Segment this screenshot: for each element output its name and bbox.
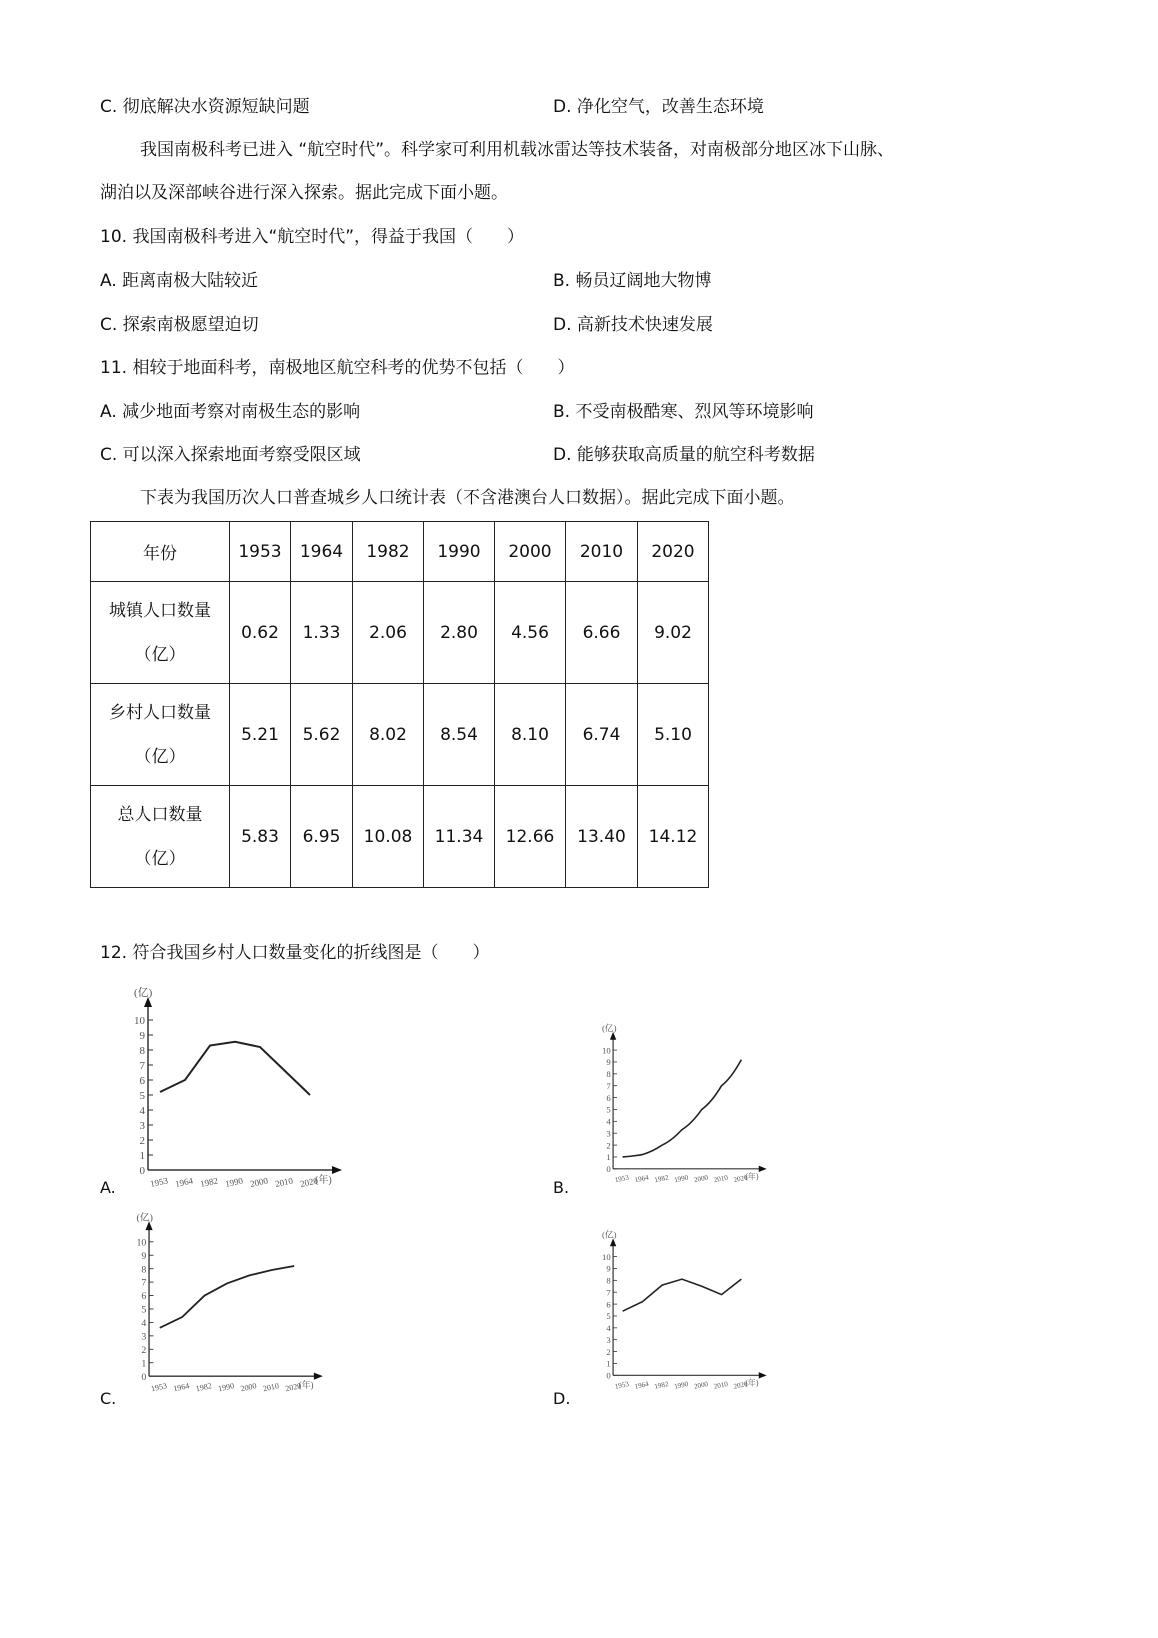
table-cell: 5.83 [230,786,291,888]
y-unit-label: (亿) [136,1212,153,1224]
table-cell: 11.34 [424,786,495,888]
option-c-chart [115,1207,330,1402]
y-tick-label: 5 [139,1090,145,1102]
table-cell: 4.56 [495,582,566,684]
passage2: 下表为我国历次人口普查城乡人口统计表（不含港澳台人口数据）。据此完成下面小题。 [140,488,795,508]
y-unit-label: (亿) [602,1023,617,1034]
y-tick-label: 10 [602,1045,611,1056]
table-row [91,582,709,684]
q9-option-c: C. 彻底解决水资源短缺问题 [100,97,310,117]
q10-option-d: D. 高新技术快速发展 [553,315,713,335]
table-cell: 5.21 [230,684,291,786]
header-cell: 年份 [91,522,230,582]
y-tick-label: 9 [606,1057,611,1068]
y-tick-label: 0 [606,1164,611,1174]
x-tick-label: 2000 [693,1173,709,1185]
option-d-label[interactable]: D. [553,1389,571,1408]
table-cell: 0.62 [230,582,291,684]
passage1-line2: 湖泊以及深部峡谷进行深入探索。据此完成下面小题。 [100,183,508,203]
table-cell: 2.80 [424,582,495,684]
x-tick-label: 1964 [633,1379,650,1391]
passage1-line1: 我国南极科考已进入 “航空时代”。科学家可利用机载冰雷达等技术装备，对南极部分地区冰下山脉、 [140,140,895,160]
option-a-chart [110,985,350,1195]
y-tick-label: 2 [606,1140,611,1151]
rural-population-line [160,1266,294,1328]
x-tick-label: 2020 [732,1173,749,1185]
y-tick-label: 8 [606,1069,611,1079]
y-tick-label: 4 [141,1318,147,1329]
x-tick-label: 1953 [150,1381,168,1394]
table-header-row [91,522,709,582]
table-cell: 6.74 [566,684,638,786]
table-cell: 8.10 [495,684,566,786]
table-cell: 9.02 [638,582,709,684]
x-tick-label: 1982 [199,1175,219,1189]
y-tick-label: 6 [139,1075,145,1087]
x-tick-label: 2000 [249,1175,269,1189]
x-tick-label: 1990 [673,1379,690,1391]
y-tick-label: 8 [141,1264,147,1276]
x-tick-label: 1982 [653,1173,670,1185]
table-cell: 12.66 [495,786,566,888]
q11-stem: 11. 相较于地面科考，南极地区航空科考的优势不包括（ ） [100,358,575,378]
x-axis-arrow-icon [759,1372,767,1378]
option-b-label[interactable]: B. [553,1178,570,1197]
table-cell: 8.54 [424,684,495,786]
q11-option-d: D. 能够获取高质量的航空科考数据 [553,445,815,465]
x-unit-label: (年) [745,1378,759,1388]
q10-option-b: B. 畅员辽阔地大物博 [553,271,712,291]
table-row [91,684,709,786]
table-cell: 14.12 [638,786,709,888]
x-tick-label: 1990 [224,1175,244,1189]
x-tick-label: 1964 [633,1173,650,1185]
q10-option-a: A. 距离南极大陆较近 [100,271,259,291]
q11-option-a: A. 减少地面考察对南极生态的影响 [100,402,361,422]
y-tick-label: 2 [141,1344,147,1356]
table-cell: 5.10 [638,684,709,786]
row-unit: （亿） [134,746,186,767]
table-cell: 8.02 [353,684,424,786]
table-cell: 13.40 [566,786,638,888]
header-cell: 1982 [353,522,424,582]
header-cell: 2000 [495,522,566,582]
y-tick-label: 1 [141,1358,147,1370]
x-tick-label: 2010 [274,1175,294,1189]
q9-option-d: D. 净化空气，改善生态环境 [553,97,764,117]
row-label [91,786,230,888]
x-tick-label: 2020 [299,1175,319,1189]
y-tick-label: 1 [606,1358,611,1369]
y-tick-label: 4 [606,1323,611,1333]
x-unit-label: (年) [315,1175,332,1186]
x-tick-label: 1953 [149,1175,169,1189]
row-label-text: 乡村人口数量 [109,702,211,723]
y-tick-label: 7 [139,1060,145,1072]
x-tick-label: 1982 [194,1381,213,1394]
x-axis-arrow-icon [314,1373,323,1380]
x-unit-label: (年) [298,1379,314,1390]
y-tick-label: 10 [602,1251,611,1262]
y-tick-label: 1 [139,1150,145,1162]
x-axis-arrow-icon [759,1166,767,1172]
row-unit: （亿） [134,848,186,869]
y-tick-label: 5 [606,1311,611,1322]
x-unit-label: (年) [745,1172,759,1182]
y-tick-label: 3 [139,1120,145,1132]
option-b-chart [583,1018,773,1193]
row-label-text: 城镇人口数量 [109,600,211,621]
y-tick-label: 6 [606,1092,611,1103]
y-tick-label: 0 [141,1371,147,1383]
x-tick-label: 2020 [732,1379,749,1391]
row-label-text: 总人口数量 [117,804,203,825]
y-tick-label: 9 [139,1030,145,1042]
table-cell: 2.06 [353,582,424,684]
x-tick-label: 2000 [693,1379,709,1391]
y-tick-label: 0 [606,1370,611,1381]
population-table [90,521,709,888]
y-tick-label: 7 [606,1080,611,1091]
y-tick-label: 8 [606,1275,611,1286]
option-c-label[interactable]: C. [100,1389,117,1408]
table-cell: 1.33 [291,582,353,684]
x-tick-label: 1982 [653,1379,670,1391]
x-axis-arrow-icon [332,1166,342,1174]
row-label [91,684,230,786]
x-tick-label: 2010 [713,1173,729,1185]
option-a-label[interactable]: A. [100,1178,116,1197]
x-tick-label: 1953 [614,1173,630,1185]
y-tick-label: 0 [139,1165,145,1177]
x-tick-label: 2020 [284,1381,303,1394]
table-cell: 10.08 [353,786,424,888]
x-tick-label: 2010 [262,1381,280,1394]
option-d-chart [583,1222,773,1402]
q10-stem: 10. 我国南极科考进入“航空时代”，得益于我国（ ） [100,227,525,247]
y-tick-label: 5 [141,1304,147,1316]
y-tick-label: 3 [141,1331,147,1343]
y-tick-label: 5 [606,1104,611,1115]
x-tick-label: 1990 [217,1381,235,1394]
y-tick-label: 3 [606,1128,611,1139]
table-cell: 5.62 [291,684,353,786]
x-tick-label: 1964 [174,1175,194,1189]
y-tick-label: 6 [141,1291,147,1303]
x-tick-label: 1964 [172,1381,191,1394]
header-cell: 1953 [230,522,291,582]
y-tick-label: 7 [141,1277,147,1289]
y-tick-label: 4 [606,1116,611,1127]
row-unit: （亿） [134,644,186,665]
y-tick-label: 8 [139,1045,145,1057]
header-cell: 2010 [566,522,638,582]
y-tick-label: 2 [139,1135,145,1147]
y-tick-label: 2 [606,1346,611,1357]
q11-option-c: C. 可以深入探索地面考察受限区域 [100,445,361,465]
y-tick-label: 10 [136,1237,147,1249]
rural-population-line [160,1042,310,1095]
y-tick-label: 9 [141,1250,147,1262]
q10-option-c: C. 探索南极愿望迫切 [100,315,259,335]
y-tick-label: 6 [606,1299,611,1310]
x-tick-label: 2010 [713,1379,729,1391]
table-cell: 6.95 [291,786,353,888]
row-label [91,582,230,684]
table-row [91,786,709,888]
rural-population-line [623,1279,742,1311]
x-tick-label: 1953 [614,1379,630,1391]
x-tick-label: 2000 [239,1381,258,1394]
q11-option-b: B. 不受南极酷寒、烈风等环境影响 [553,402,814,422]
y-unit-label: (亿) [134,987,153,999]
header-cell: 1990 [424,522,495,582]
y-tick-label: 9 [606,1263,611,1274]
y-tick-label: 1 [606,1152,611,1163]
y-unit-label: (亿) [602,1229,617,1240]
y-tick-label: 3 [606,1334,611,1345]
y-tick-label: 4 [139,1105,145,1117]
header-cell: 1964 [291,522,353,582]
x-tick-label: 1990 [673,1173,690,1185]
table-cell: 6.66 [566,582,638,684]
y-tick-label: 7 [606,1287,611,1298]
y-tick-label: 10 [134,1015,145,1027]
rural-population-line [623,1060,742,1157]
q12-stem: 12. 符合我国乡村人口数量变化的折线图是（ ） [100,943,490,963]
header-cell: 2020 [638,522,709,582]
